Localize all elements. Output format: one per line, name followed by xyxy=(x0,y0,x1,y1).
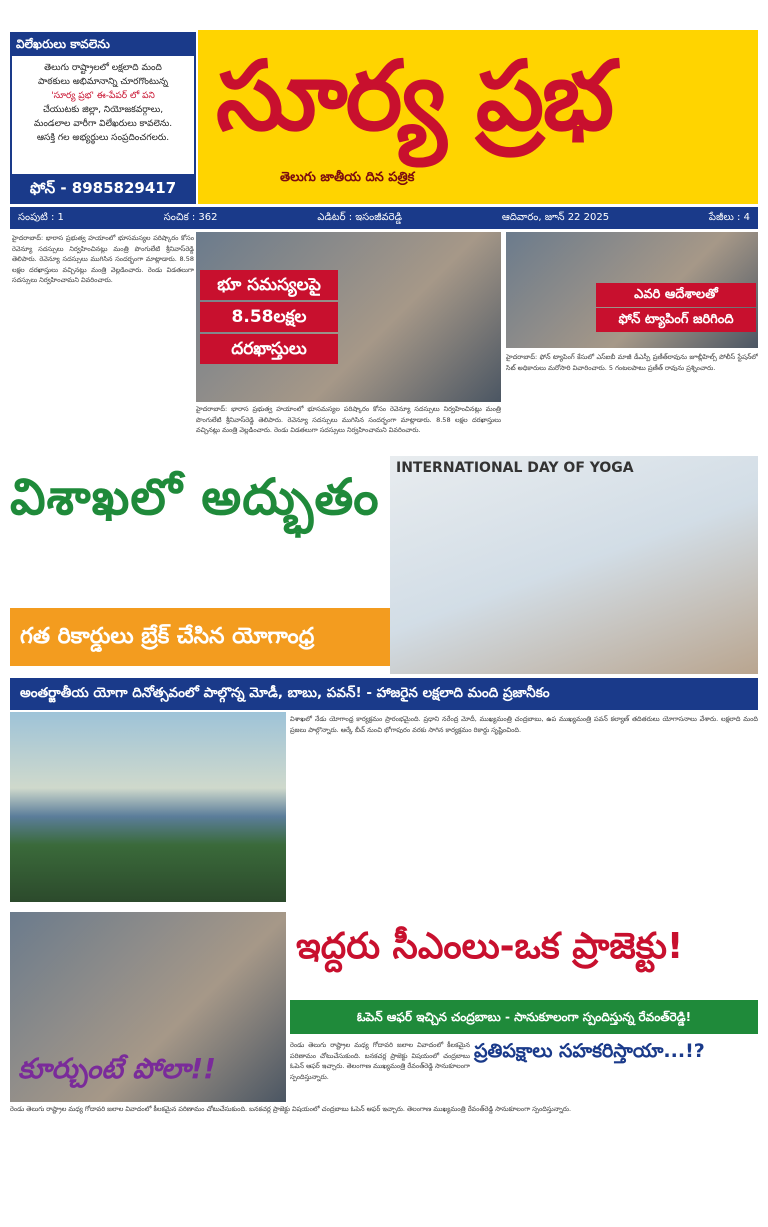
story2-body: హైదరాబాద్: ఫోన్ ట్యాపింగ్ కేసులో ఎస్ఐబీ మాజీ డీఎస్పీ ప్రణీత్‌రావును జూబ్లీహిల్స్ పోలీస్ స్టేషన్‌లో సిట్ అధికారులు మరోసారి విచారించారు. 5 గంటలపాటు ప్రణీత్ రావును ప్రశ్నించారు. xyxy=(506,353,758,372)
volume: సంపుటి : 1 xyxy=(18,212,64,223)
ad-line: మండలాల వారీగా విలేఖరులు కావలెను. xyxy=(33,119,173,129)
story1-body: హైదరాబాద్: భారాస ప్రభుత్వ హయాంలో భూసమస్యల పరిష్కారం కోసం రెవెన్యూ సదస్సులు నిర్వహించినట్లు మంత్రి పొంగులేటి శ్రీనివాస్‌రెడ్డి తెలిపారు. రెవెన్యూ సదస్సులు ముగిసిన సందర్భంగా మాట్లాడారు. 8.58 లక్షల దరఖాస్తులు వచ్చినట్లు మంత్రి వెల్లడించారు. రెండు విడతలుగా సదస్సులు నిర్వహించామని వివరించారు. xyxy=(12,234,194,284)
cm-headline: ఇద్దరు సీఎంలు-ఒక ప్రాజెక్టు! xyxy=(296,926,684,967)
issue-number: సంచిక : 362 xyxy=(163,212,218,223)
cm-strip: ఓపెన్ ఆఫర్ ఇచ్చిన చంద్రబాబు - సానుకూలంగా స్పందిస్తున్న రేవంత్‌రెడ్డి! xyxy=(290,1000,758,1034)
issue-info-bar xyxy=(10,207,758,229)
yoga-headline: విశాఖలో అద్భుతం xyxy=(10,468,380,526)
yoga-subhead: గత రికార్డులు బ్రేక్ చేసిన యోగాంధ్ర xyxy=(10,608,390,666)
cm-photo-caption: కూర్చుంటే పోలా!! xyxy=(18,1052,216,1085)
story1-headline xyxy=(200,268,338,366)
cm-body-left: రెండు తెలుగు రాష్ట్రాల మధ్య గోదావరి జలాల వివాదంలో కీలకమైన పరిణామం చోటుచేసుకుంది. బనకచర్ల ప్రాజెక్టు విషయంలో చంద్రబాబు ఓపెన్ ఆఫర్ ఇచ్చారు. తెలంగాణ ముఖ్యమంత్రి రేవంత్‌రెడ్డి సానుకూలంగా స్పందిస్తున్నారు. xyxy=(290,1041,470,1081)
headline-line: భూ సమస్యలపై xyxy=(200,270,338,300)
editor: ఎడిటర్ : ఇసంజీవరెడ్డి xyxy=(317,212,402,223)
story1-body-cont: హైదరాబాద్: భారాస ప్రభుత్వ హయాంలో భూసమస్యల పరిష్కారం కోసం రెవెన్యూ సదస్సులు నిర్వహించినట్లు మంత్రి పొంగులేటి శ్రీనివాస్‌రెడ్డి తెలిపారు. రెవెన్యూ సదస్సులు ముగిసిన సందర్భంగా మాట్లాడారు. 8.58 లక్షల దరఖాస్తులు వచ్చినట్లు మంత్రి వెల్లడించారు. రెండు విడతలుగా సదస్సులు నిర్వహించామని వివరించారు. xyxy=(196,405,501,434)
headline-line: 8.58లక్షల xyxy=(200,302,338,332)
ad-body xyxy=(12,56,194,150)
yoga-banner: అంతర్జాతీయ యోగా దినోత్సవంలో పాల్గొన్న మోడీ, బాబు, పవన్! - హాజరైన లక్షలాది మంది ప్రజానీకం xyxy=(10,678,758,710)
ad-line: చేయుటకు జిల్లా, నియోజకవర్గాలు, xyxy=(42,105,164,115)
headline-line: దరఖాస్తులు xyxy=(200,334,338,364)
opp-headline: ప్రతిపక్షాలు సహకరిస్తాయా...!? xyxy=(474,1040,705,1062)
masthead-subtitle: తెలుగు జాతీయ దిన పత్రిక xyxy=(280,170,415,185)
minister-photo xyxy=(196,232,501,402)
story2-headline xyxy=(596,282,756,333)
two-cms-photo xyxy=(10,912,286,1102)
ad-phone: ఫోన్ - 8985829417 xyxy=(12,174,194,202)
beach-crowd-photo xyxy=(10,712,286,902)
ad-line: 'సూర్య ప్రభ' ఈ-పేపర్ లో పని xyxy=(51,91,155,101)
yoga-caption: INTERNATIONAL DAY OF YOGA xyxy=(396,460,634,476)
date: ఆదివారం, జూన్ 22 2025 xyxy=(501,212,610,223)
officer-photo xyxy=(506,232,758,348)
ad-line: ఆసక్తి గల అభ్యర్థులు సంప్రదించగలరు. xyxy=(36,133,170,143)
yoga-photo xyxy=(390,456,758,674)
ad-line: పాఠకులు అభిమానాన్ని చూరగొంటున్న xyxy=(37,77,169,87)
ad-title: విలేఖరులు కావలెను xyxy=(12,34,194,56)
headline-line: ఎవరి ఆదేశాలతో xyxy=(596,283,756,307)
page-count: పేజీలు : 4 xyxy=(708,212,750,223)
ad-line: తెలుగు రాష్ట్రాలలో లక్షలాది మంది xyxy=(44,63,162,73)
yoga-body: విశాఖలో నేడు యోగాంధ్ర కార్యక్రమం ప్రారంభమైంది. ప్రధాని నరేంద్ర మోదీ, ముఖ్యమంత్రి చంద్రబాబు, ఉప ముఖ్యమంత్రి పవన్ కల్యాణ్ తదితరులు యోగాసనాలు వేశారు. లక్షలాది మంది ప్రజలు పాల్గొన్నారు. ఆర్కే బీచ్ నుంచి భోగాపురం వరకు సాగిన కార్యక్రమం రికార్డు సృష్టించింది. xyxy=(290,715,758,734)
cm-body-bottom: రెండు తెలుగు రాష్ట్రాల మధ్య గోదావరి జలాల వివాదంలో కీలకమైన పరిణామం చోటుచేసుకుంది. బనకచర్ల ప్రాజెక్టు విషయంలో చంద్రబాబు ఓపెన్ ఆఫర్ ఇచ్చారు. తెలంగాణ ముఖ్యమంత్రి రేవంత్‌రెడ్డి సానుకూలంగా స్పందిస్తున్నారు. xyxy=(10,1105,572,1113)
recruitment-ad xyxy=(10,32,196,204)
masthead xyxy=(198,30,758,204)
headline-line: ఫోన్ ట్యాపింగ్ జరిగింది xyxy=(596,308,756,332)
masthead-title: సూర్య ప్రభ xyxy=(216,39,613,152)
